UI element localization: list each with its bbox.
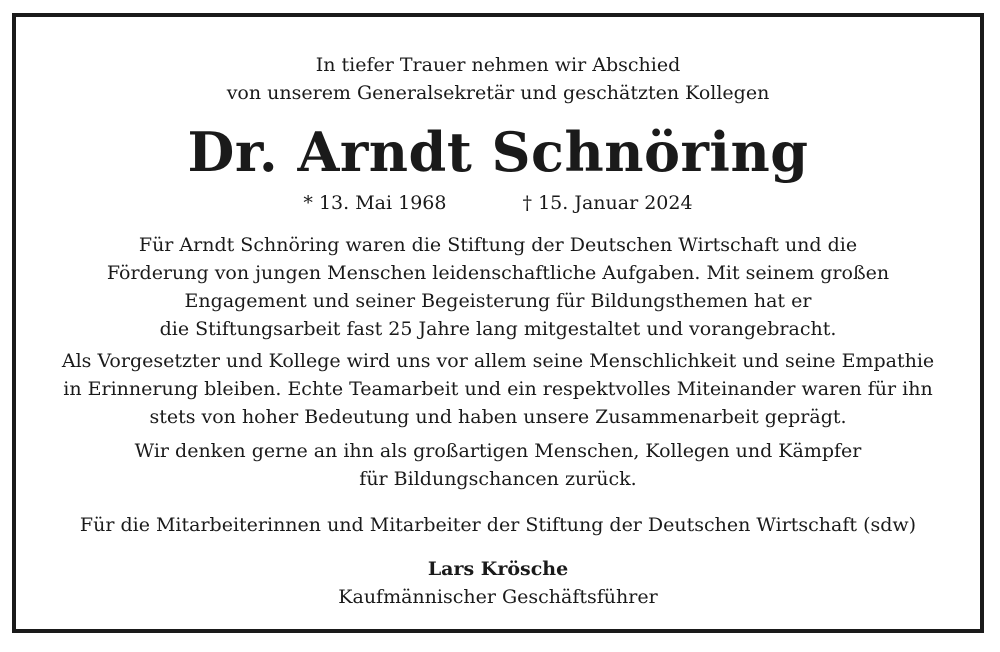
intro-line: von unserem Generalsekretär und geschätzten Kollegen <box>226 82 770 104</box>
signer-name: Lars Krösche <box>427 558 569 580</box>
paragraph-line: in Erinnerung bleiben. Echte Teamarbeit und ein respektvolles Miteinander waren für ihn <box>63 378 933 400</box>
paragraph-line: Wir denken gerne an ihn als großartigen Menschen, Kollegen und Kämpfer <box>134 440 862 462</box>
paragraph-line: Für Arndt Schnöring waren die Stiftung der Deutschen Wirtschaft und die <box>138 234 858 256</box>
paragraph-line: Förderung von jungen Menschen leidenschaftliche Aufgaben. Mit seinem großen <box>106 262 890 284</box>
paragraph-remembrance <box>16 437 980 493</box>
paragraph-line: Engagement und seiner Begeisterung für Bildungsthemen hat er <box>184 290 812 312</box>
deceased-name: Dr. Arndt Schnöring <box>187 120 809 184</box>
death-date: † 15. Januar 2024 <box>522 192 693 214</box>
paragraph-line: Als Vorgesetzter und Kollege wird uns vor allem seine Menschlichkeit und seine Empathie <box>61 350 935 372</box>
paragraph-line: für Bildungschancen zurück. <box>359 468 637 490</box>
birth-date: * 13. Mai 1968 <box>303 192 447 214</box>
life-dates <box>16 189 980 217</box>
paragraph-line: stets von hoher Bedeutung und haben unsere Zusammenarbeit geprägt. <box>149 406 847 428</box>
on-behalf-text: Für die Mitarbeiterinnen und Mitarbeiter der Stiftung der Deutschen Wirtschaft (sdw) <box>79 514 917 536</box>
intro-line: In tiefer Trauer nehmen wir Abschied <box>315 54 681 76</box>
paragraph-line: die Stiftungsarbeit fast 25 Jahre lang mitgestaltet und vorangebracht. <box>159 318 837 340</box>
obituary-frame <box>12 13 984 633</box>
signature-block <box>16 555 980 611</box>
paragraph-tribute <box>16 231 980 343</box>
signer-title: Kaufmännischer Geschäftsführer <box>338 586 658 608</box>
paragraph-memory <box>16 347 980 431</box>
intro-text <box>16 51 980 107</box>
on-behalf-line <box>16 511 980 539</box>
